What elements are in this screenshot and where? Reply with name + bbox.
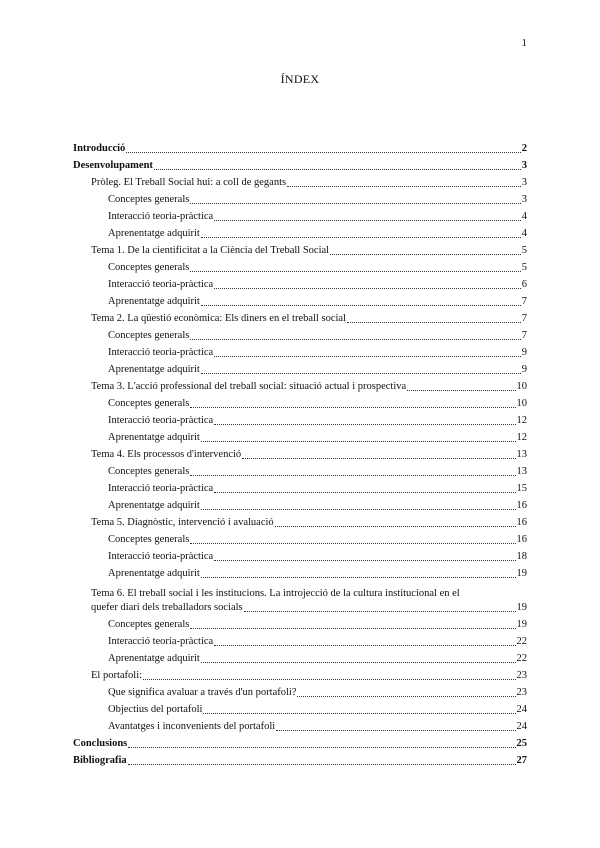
toc-entry-page: 7: [521, 296, 527, 307]
dot-leader: [201, 373, 521, 374]
toc-entry[interactable]: [73, 546, 527, 563]
toc-entry-page: 16: [516, 517, 527, 528]
toc-entry-title: Conceptes generals: [108, 534, 190, 545]
toc-entry-title: Aprenentatge adquirit: [108, 364, 200, 375]
toc-entry-title: Tema 6. El treball social i les institucions. La introjecció de la cultura institucional en el: [91, 588, 460, 599]
toc-entry-page: 10: [516, 381, 527, 392]
dot-leader: [242, 458, 515, 459]
dot-leader: [128, 747, 515, 748]
dot-leader: [287, 186, 521, 187]
toc-entry-title: Que significa avaluar a través d'un portafoli?: [108, 687, 297, 698]
toc-entry-title: Aprenentatge adquirit: [108, 432, 200, 443]
toc-entry[interactable]: [73, 631, 527, 648]
dot-leader: [128, 764, 516, 765]
dot-leader: [190, 407, 515, 408]
toc-entry-page: 6: [521, 279, 527, 290]
toc-entry-page: 9: [521, 364, 527, 375]
toc-entry[interactable]: [73, 733, 527, 750]
toc-entry-title: Interacció teoria-pràctica: [108, 279, 214, 290]
toc-entry-page: 12: [516, 432, 527, 443]
toc-entry[interactable]: [73, 529, 527, 546]
dot-leader: [201, 577, 516, 578]
toc-entry[interactable]: [73, 682, 527, 699]
dot-leader: [143, 679, 515, 680]
toc-entry[interactable]: [73, 750, 527, 767]
toc-entry-title: Introducció: [73, 143, 126, 154]
toc-entry-title: Tema 3. L'acció professional del treball social: situació actual i prospectiva: [91, 381, 407, 392]
toc-entry[interactable]: [73, 563, 527, 580]
toc-entry-title: Interacció teoria-pràctica: [108, 347, 214, 358]
toc-entry-page: 12: [516, 415, 527, 426]
dot-leader: [201, 441, 516, 442]
toc-entry-title: Conceptes generals: [108, 466, 190, 477]
toc-entry[interactable]: [73, 461, 527, 478]
toc-entry-page: 24: [516, 704, 527, 715]
toc-entry-page: 18: [516, 551, 527, 562]
toc-entry[interactable]: [73, 325, 527, 342]
dot-leader: [154, 169, 521, 170]
toc-entry-title: Conceptes generals: [108, 194, 190, 205]
dot-leader: [201, 305, 521, 306]
dot-leader: [214, 288, 521, 289]
toc-entry-page: 15: [516, 483, 527, 494]
toc-entry[interactable]: [73, 155, 527, 172]
toc-entry[interactable]: [73, 257, 527, 274]
toc-entry-title: El portafoli:: [91, 670, 143, 681]
dot-leader: [203, 713, 515, 714]
dot-leader: [126, 152, 520, 153]
toc-entry[interactable]: [73, 495, 527, 512]
dot-leader: [244, 611, 516, 612]
toc-entry-page: 4: [521, 228, 527, 239]
dot-leader: [214, 356, 521, 357]
dot-leader: [407, 390, 515, 391]
toc-entry[interactable]: [73, 138, 527, 155]
toc-entry-title: Conceptes generals: [108, 262, 190, 273]
dot-leader: [214, 560, 515, 561]
toc-entry[interactable]: [73, 410, 527, 427]
dot-leader: [190, 271, 520, 272]
toc-entry-page: 16: [516, 534, 527, 545]
toc-entry-page: 25: [516, 738, 527, 749]
toc-entry-page: 16: [516, 500, 527, 511]
toc-entry-title: Bibliografia: [73, 755, 127, 766]
toc-entry-title: Aprenentatge adquirit: [108, 568, 200, 579]
toc-entry-page: 3: [521, 160, 527, 171]
toc-entry-title: Aprenentatge adquirit: [108, 228, 200, 239]
dot-leader: [190, 475, 515, 476]
toc-entry[interactable]: [73, 308, 527, 325]
page-number: 1: [521, 37, 527, 49]
toc-entry-title: Interacció teoria-pràctica: [108, 211, 214, 222]
toc-entry-page: 19: [516, 619, 527, 630]
dot-leader: [190, 543, 515, 544]
toc-entry[interactable]: [73, 291, 527, 308]
toc-entry[interactable]: [73, 189, 527, 206]
toc-entry[interactable]: [73, 665, 527, 682]
toc-entry-page: 23: [516, 687, 527, 698]
toc-entry-title: Interacció teoria-pràctica: [108, 483, 214, 494]
toc-entry-title: Aprenentatge adquirit: [108, 500, 200, 511]
dot-leader: [214, 645, 515, 646]
toc-entry[interactable]: [73, 223, 527, 240]
dot-leader: [276, 730, 515, 731]
toc-entry-page: 19: [516, 602, 527, 613]
toc-entry[interactable]: [73, 240, 527, 257]
toc-entry[interactable]: [73, 206, 527, 223]
toc-entry[interactable]: [73, 699, 527, 716]
toc-entry-page: 19: [516, 568, 527, 579]
toc-entry-page: 9: [521, 347, 527, 358]
dot-leader: [275, 526, 516, 527]
toc-entry-page: 22: [516, 636, 527, 647]
toc-entry-title: Tema 1. De la cientificitat a la Ciència del Treball Social: [91, 245, 330, 256]
toc-entry-title: Desenvolupament: [73, 160, 153, 171]
toc-entry[interactable]: [73, 172, 527, 189]
toc-entry-page: 5: [521, 262, 527, 273]
table-of-contents: [73, 138, 527, 767]
toc-entry-title: Conclusions: [73, 738, 128, 749]
toc-entry[interactable]: [73, 274, 527, 291]
toc-entry-page: 3: [521, 177, 527, 188]
page-title: ÍNDEX: [280, 72, 320, 86]
toc-entry-title: Conceptes generals: [108, 619, 190, 630]
dot-leader: [297, 696, 515, 697]
toc-entry-title: Conceptes generals: [108, 398, 190, 409]
toc-entry-page: 7: [521, 313, 527, 324]
dot-leader: [190, 628, 515, 629]
toc-entry-page: 13: [516, 449, 527, 460]
toc-entry-title: Interacció teoria-pràctica: [108, 551, 214, 562]
toc-entry[interactable]: [73, 614, 527, 631]
dot-leader: [347, 322, 521, 323]
toc-entry-page: 24: [516, 721, 527, 732]
toc-entry-title: Aprenentatge adquirit: [108, 653, 200, 664]
toc-entry-title: Objectius del portafoli: [108, 704, 203, 715]
toc-entry[interactable]: [73, 512, 527, 529]
toc-entry-page: 4: [521, 211, 527, 222]
toc-entry[interactable]: [73, 427, 527, 444]
dot-leader: [201, 237, 521, 238]
toc-entry-page: 10: [516, 398, 527, 409]
toc-entry-title: Tema 4. Els processos d'intervenció: [91, 449, 242, 460]
toc-entry-title: Aprenentatge adquirit: [108, 296, 200, 307]
toc-entry-page: 2: [521, 143, 527, 154]
toc-entry-title: Avantatges i inconvenients del portafoli: [108, 721, 276, 732]
toc-entry[interactable]: [73, 648, 527, 665]
toc-entry-title: Conceptes generals: [108, 330, 190, 341]
toc-entry-title-continued: quefer diari dels treballadors socials: [91, 602, 243, 613]
toc-entry[interactable]: [73, 393, 527, 410]
dot-leader: [214, 424, 515, 425]
toc-entry[interactable]: [73, 342, 527, 359]
toc-entry-page: 3: [521, 194, 527, 205]
dot-leader: [190, 339, 520, 340]
toc-entry[interactable]: [73, 716, 527, 733]
toc-entry-page: 7: [521, 330, 527, 341]
toc-entry[interactable]: [73, 444, 527, 461]
dot-leader: [214, 492, 515, 493]
toc-entry[interactable]: [73, 376, 527, 393]
toc-entry-title: Interacció teoria-pràctica: [108, 415, 214, 426]
toc-entry-page: 5: [521, 245, 527, 256]
toc-entry-page: 13: [516, 466, 527, 477]
toc-entry[interactable]: [73, 359, 527, 376]
toc-entry-title: Pròleg. El Treball Social hui: a coll de gegants: [91, 177, 287, 188]
dot-leader: [214, 220, 521, 221]
toc-entry-title: Tema 2. La qüestió econòmica: Els diners en el treball social: [91, 313, 346, 324]
dot-leader: [201, 509, 516, 510]
toc-entry[interactable]: [73, 580, 527, 614]
dot-leader: [190, 203, 520, 204]
dot-leader: [201, 662, 516, 663]
toc-entry-page: 23: [516, 670, 527, 681]
dot-leader: [330, 254, 521, 255]
toc-entry-title: Interacció teoria-pràctica: [108, 636, 214, 647]
toc-entry-title: Tema 5. Diagnòstic, intervenció i avaluació: [91, 517, 274, 528]
toc-entry[interactable]: [73, 478, 527, 495]
toc-entry-page: 22: [516, 653, 527, 664]
toc-entry-page: 27: [516, 755, 527, 766]
